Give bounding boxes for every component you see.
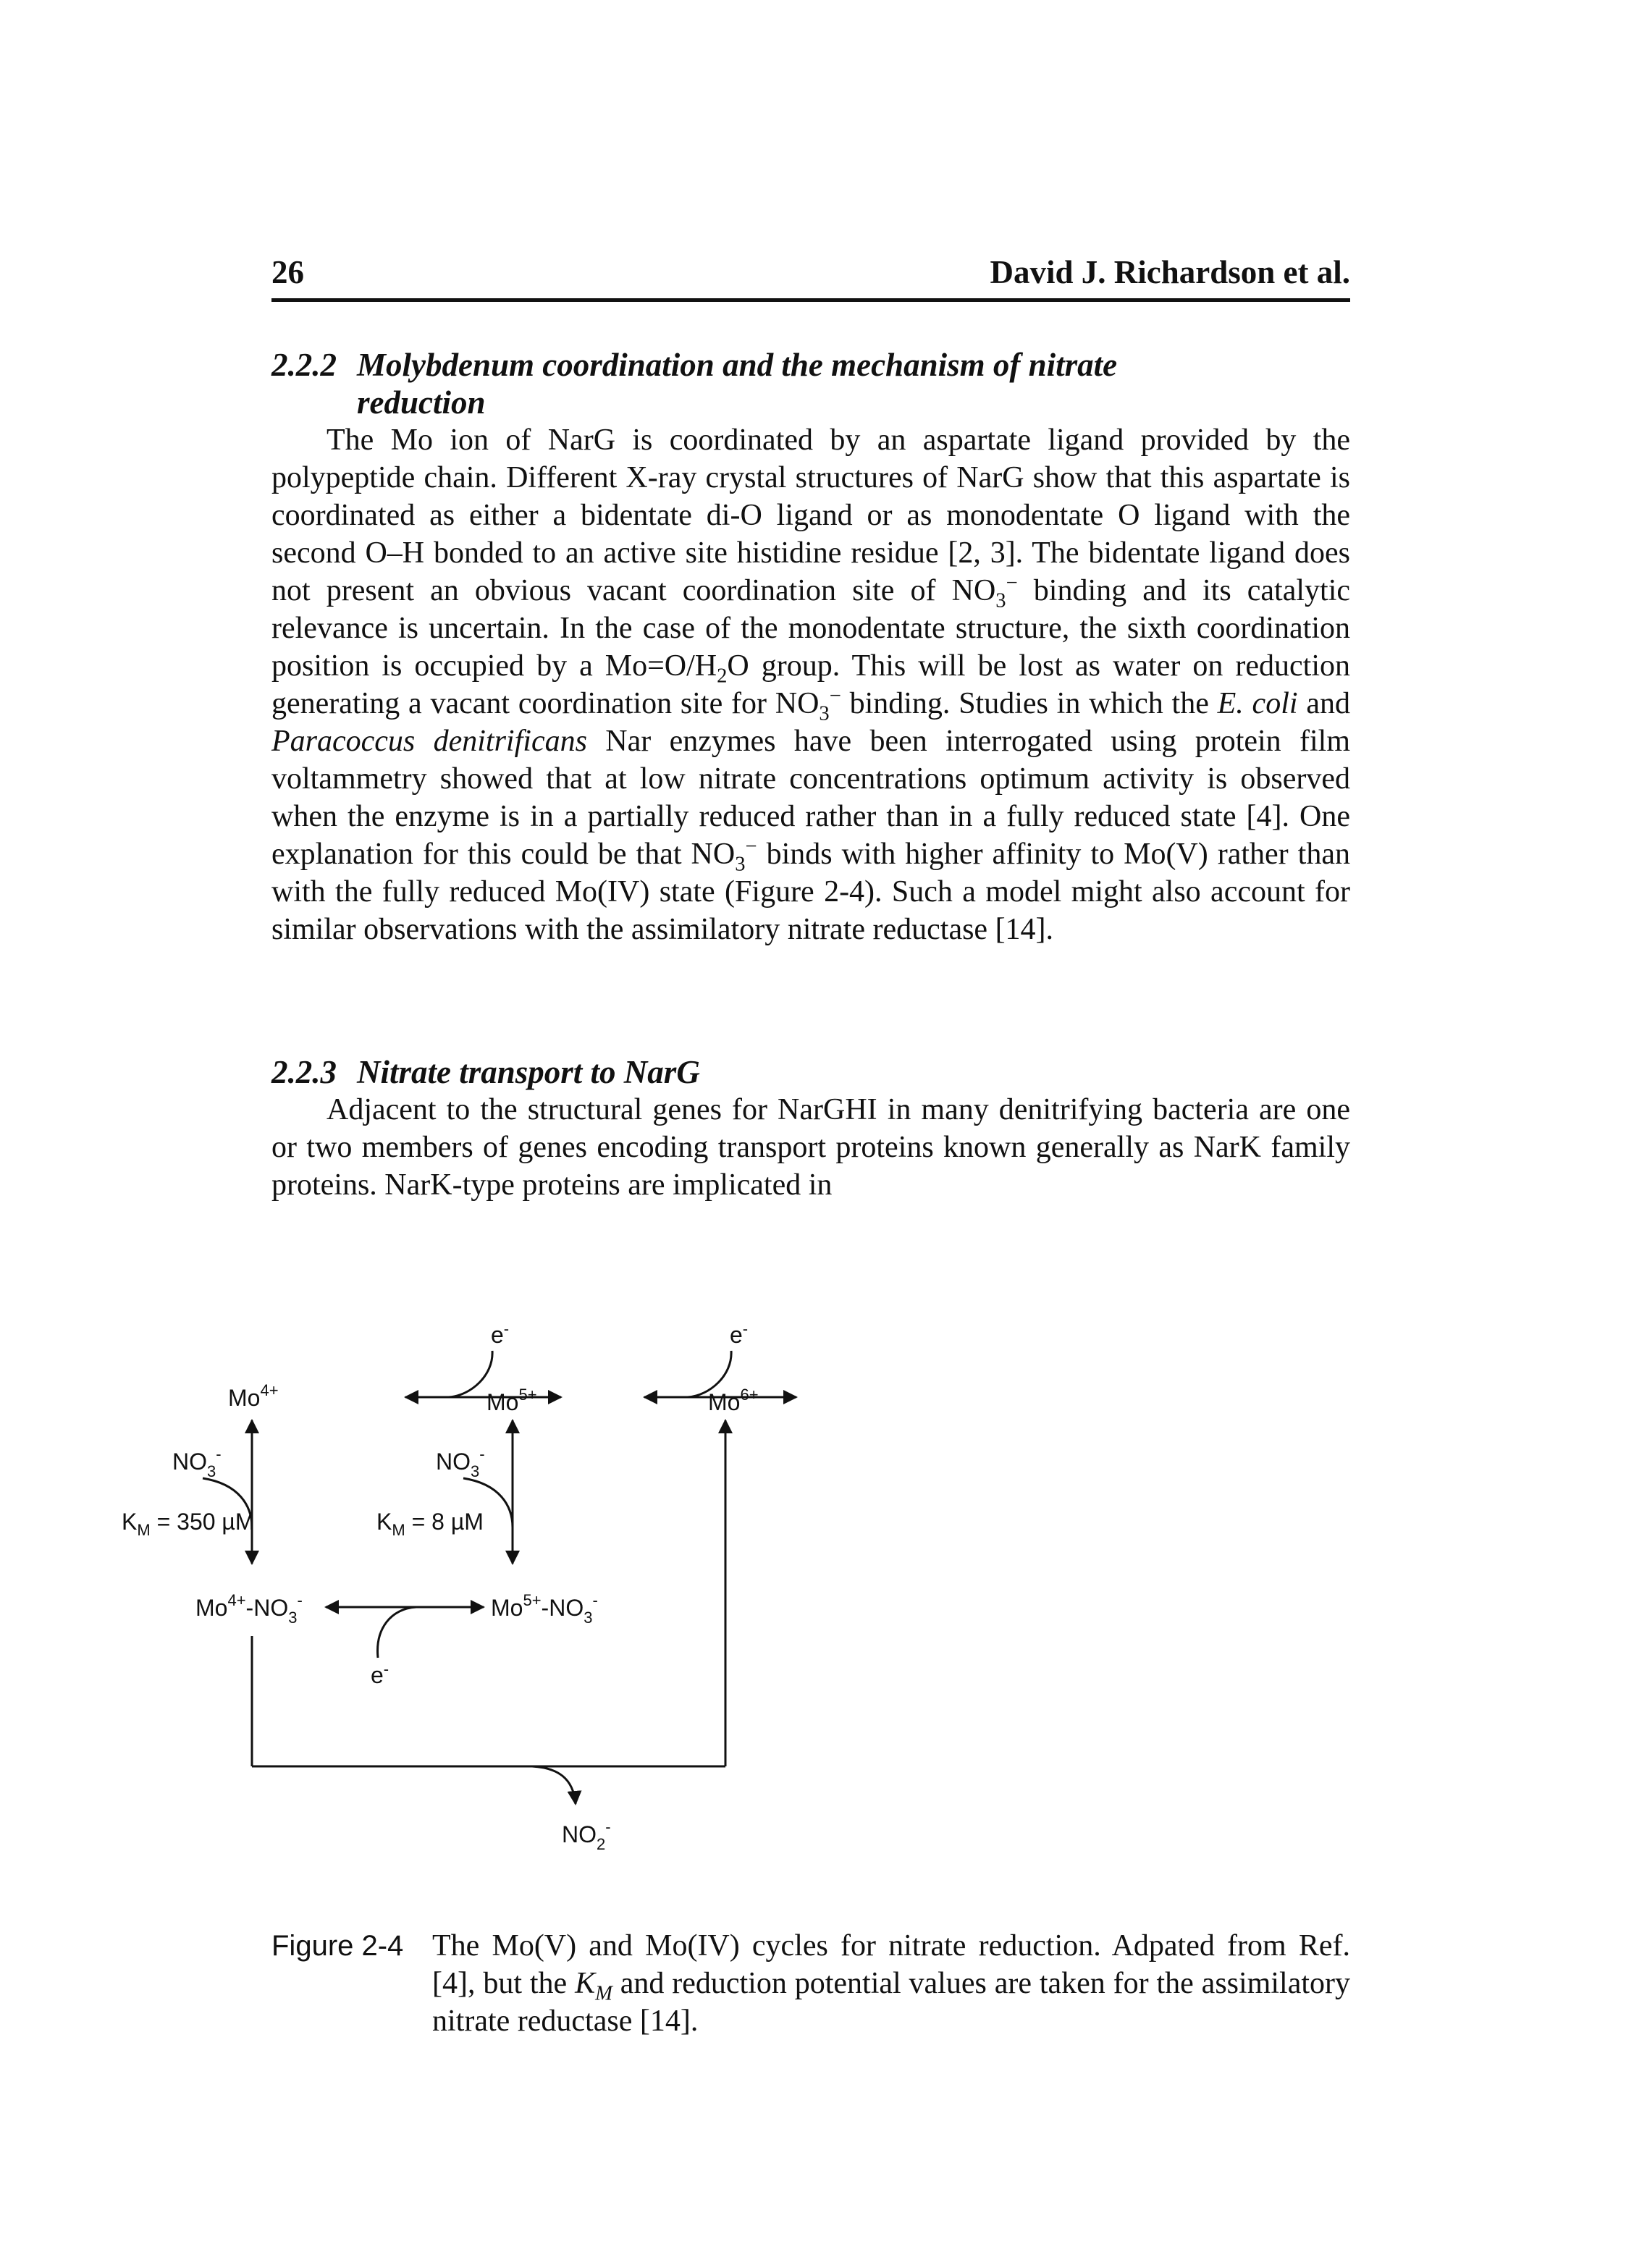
section-heading-2-2-3	[271, 1053, 1350, 1091]
running-header	[271, 253, 1350, 302]
section-number: 2.2.3	[271, 1054, 337, 1090]
section-title-line1: Molybdenum coordination and the mechanism of nitrate	[357, 347, 1118, 383]
section-title-line2: reduction	[357, 384, 486, 421]
no2-curve	[532, 1766, 576, 1804]
no3-label-left: $NO_3^-$	[172, 1445, 222, 1480]
species-e-coli: E. coli	[1217, 687, 1298, 720]
mo5-no3-label: $Mo^{5+}-NO_3^-$	[491, 1591, 598, 1627]
electron-label-1: e-	[491, 1320, 510, 1348]
mo5-label: $Mo^{5+}$	[486, 1386, 537, 1415]
mo4-no3-label: $Mo^{4+}-NO_3^-$	[195, 1591, 303, 1627]
paragraph-mo-coordination: The Mo ion of NarG is coordinated by an aspartate ligand provided by the polypeptide chain. Different X-ray crystal structures of NarG show that this aspartate is coordinated as either a bidentate di-O ligand or as monodentate O ligand with the second O–H bonded to an active site histidine residue [2, 3]. The bidentate ligand does not present an obvious vacant coordination site of $NO_3^-$ binding and its catalytic relevance is uncertain. In the case of the monodentate structure, the sixth coordination position is occupied by a $Mo=O/H_2O$ group. This will be lost as water on reduction generating a vacant coordination site for $NO_3^-$ binding. Studies in which the E. coli and Paracoccus denitrificans Nar enzymes have been interrogated using protein film voltammetry showed that at low nitrate concentrations optimum activity is observed when the enzyme is in a partially reduced rather than in a fully reduced state [4]. One explanation for this could be that $NO_3^-$ binds with higher affinity to Mo(V) rather than with the fully reduced Mo(IV) state (Figure 2-4). Such a model might also account for similar observations with the assimilatory nitrate reductase [14].	[271, 423, 1351, 946]
electron-label-2: e-	[730, 1320, 749, 1348]
km-left-label: $K_M = 350$ µM	[122, 1509, 255, 1539]
electron-label-3: e-	[371, 1660, 389, 1688]
electron-curve-3	[378, 1607, 416, 1658]
section-heading-2-2-2	[271, 346, 1350, 421]
km-mid-label: $K_M = 8$ µM	[376, 1509, 484, 1539]
no2-label: $NO_2^-$	[562, 1818, 611, 1853]
reaction-scheme	[122, 1289, 1180, 1897]
running-title: David J. Richardson et al.	[990, 254, 1350, 290]
species-paracoccus: Paracoccus denitrificans	[271, 725, 587, 758]
mo6-label: $Mo^{6+}$	[708, 1386, 759, 1415]
figure-mo-cycles	[122, 1289, 1180, 1897]
figure-label: Figure 2-4	[271, 1930, 404, 1962]
no3-label-mid: $NO_3^-$	[436, 1445, 485, 1480]
caption-text: The Mo(V) and Mo(IV) cycles for nitrate reduction. Adpated from Ref. [4], but the $K_M$ and reduction potential values are taken for the assimilatory nitrate reductase [14].	[432, 1929, 1350, 2038]
section-number: 2.2.2	[271, 347, 337, 383]
mo4-label: $Mo^{4+}$	[228, 1381, 279, 1411]
page-number: 26	[271, 254, 304, 290]
section-title: Nitrate transport to NarG	[357, 1054, 700, 1090]
paragraph-nitrate-transport: Adjacent to the structural genes for NarGHI in many denitrifying bacteria are one or two members of genes encoding transport proteins known generally as NarK family proteins. NarK-type proteins are implicated in	[271, 1093, 1350, 1202]
